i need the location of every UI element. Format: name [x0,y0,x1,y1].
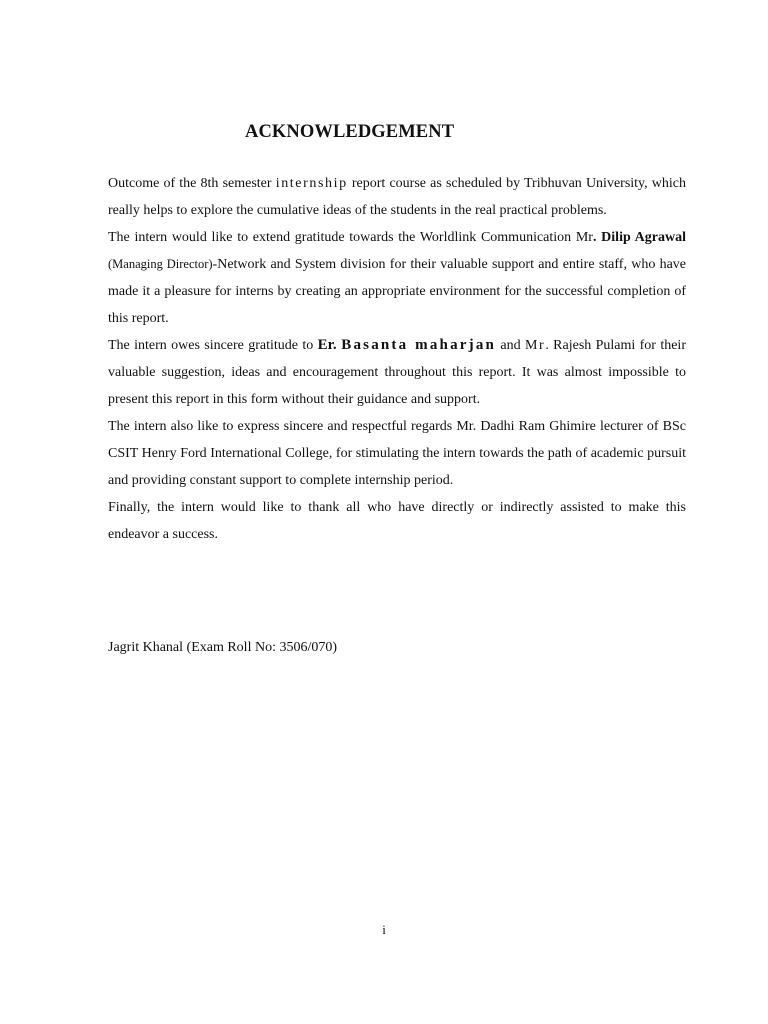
page-number: i [382,922,386,937]
paragraph-gratitude-name: Basanta maharjan [341,337,497,353]
paragraph-gratitude-mr: Mr [525,338,546,353]
paragraph-outcome [108,170,686,224]
paragraph-finally: Finally, the intern would like to thank all who have directly or indirectly assisted to make this endeavor a success. [108,500,686,542]
paragraph-gratitude-text-3: . Rajesh Pulami for their valuable suggestion, ideas and encouragement throughout this report. It was almost impossible to present this report in this form without their guidance and support. [108,338,686,407]
paragraph-outcome-internship: internship [275,176,348,191]
paragraph-gratitude-name-prefix: Er. [317,337,342,353]
paragraph-gratitude-text-2: and [496,338,525,353]
paragraph-worldlink-text-1: The intern would like to extend gratitude towards the Worldlink Communication Mr [108,230,593,245]
paragraph-regards: The intern also like to express sincere and respectful regards Mr. Dadhi Ram Ghimire lecturer of BSc CSIT Henry Ford International College, for stimulating the intern towards the path of academic pursuit and providing constant support to complete internship period. [108,419,686,488]
paragraph-worldlink-name: . Dilip Agrawal [592,230,686,245]
acknowledgement-body [108,170,686,548]
paragraph-gratitude [108,332,686,413]
paragraph-worldlink-text-2: -Network and System division for their valuable support and entire staff, who have made it a pleasure for interns by creating an appropriate environment for the successful completion of this report. [108,257,686,326]
paragraph-outcome-text-1: Outcome of the 8th semester [108,176,276,191]
page-title: ACKNOWLEDGEMENT [245,122,455,142]
paragraph-worldlink [108,224,686,332]
paragraph-worldlink-role: (Managing Director) [108,257,213,271]
paragraph-gratitude-text-1: The intern owes sincere gratitude to [108,338,318,353]
signature-line: Jagrit Khanal (Exam Roll No: 3506/070) [108,640,338,655]
paragraph-outcome-text-2: report course as scheduled by Tribhuvan University, which really helps to explore the cumulative ideas of the students in the real practical problems. [108,176,687,218]
